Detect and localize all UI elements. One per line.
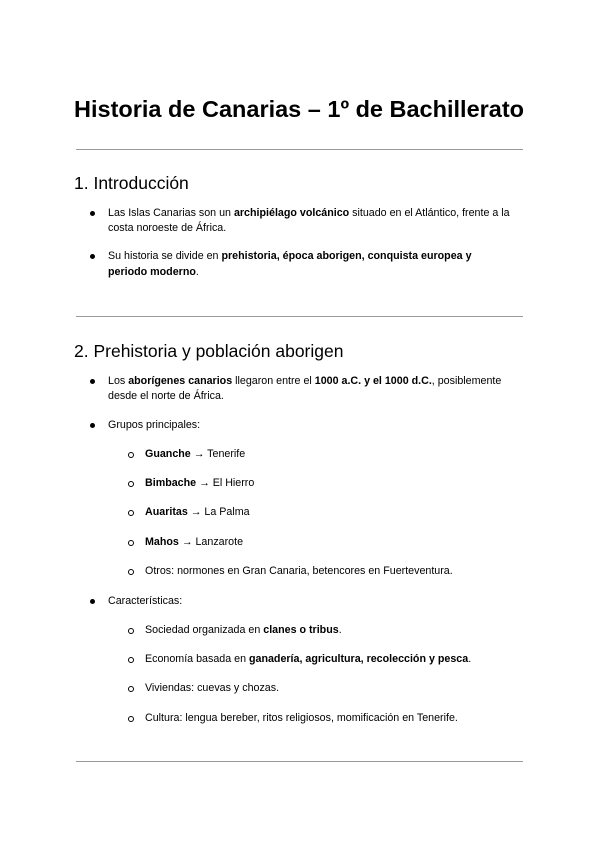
divider	[76, 761, 523, 762]
list-item	[108, 249, 472, 265]
circle-bullet-icon	[128, 686, 134, 692]
bold-text: Guanche	[145, 448, 191, 460]
text: Los	[108, 375, 129, 387]
bold-text: periodo moderno	[108, 266, 196, 278]
bullet-icon	[90, 599, 95, 604]
text: llegaron entre el	[232, 375, 315, 387]
text: Sociedad organizada en	[145, 624, 264, 636]
bold-text: ganadería, agricultura, recolección y pesca	[248, 653, 469, 665]
sub-list-item	[145, 505, 250, 521]
sub-list-item	[145, 652, 471, 668]
bullet-icon	[90, 254, 95, 259]
circle-bullet-icon	[128, 569, 134, 575]
text: → Tenerife	[190, 448, 246, 460]
list-item-continuation: desde el norte de África.	[108, 390, 224, 402]
circle-bullet-icon	[128, 716, 134, 722]
divider	[76, 316, 523, 317]
text: .	[468, 653, 472, 665]
list-item: Características:	[108, 595, 183, 607]
text: → El Hierro	[196, 477, 255, 489]
sub-list-item: Viviendas: cuevas y chozas.	[145, 682, 280, 694]
text: Su historia se divide en	[108, 250, 222, 262]
sub-list-item	[145, 535, 243, 551]
text: → La Palma	[187, 506, 250, 518]
bullet-icon	[90, 423, 95, 428]
list-item-continuation	[108, 265, 199, 281]
bold-text: aborígenes canarios	[128, 375, 233, 387]
sub-list-item	[145, 623, 342, 639]
bold-text: Mahos	[145, 536, 179, 548]
divider	[76, 149, 523, 150]
section-heading-prehistoria: 2. Prehistoria y población aborigen	[74, 341, 344, 361]
text: → Lanzarote	[178, 536, 244, 548]
list-item	[108, 374, 501, 390]
bold-text: Bimbache	[145, 477, 197, 489]
text: Las Islas Canarias son un	[108, 207, 234, 219]
text: .	[338, 624, 342, 636]
text: .	[195, 266, 199, 278]
document-title: Historia de Canarias – 1º de Bachillerato	[74, 96, 525, 122]
bullet-icon	[90, 211, 95, 216]
circle-bullet-icon	[128, 510, 134, 516]
circle-bullet-icon	[128, 540, 134, 546]
list-item: Grupos principales:	[108, 419, 201, 431]
circle-bullet-icon	[128, 481, 134, 487]
text: situado en el Atlántico, frente a la	[349, 207, 510, 219]
sub-list-item: Cultura: lengua bereber, ritos religiosos, momificación en Tenerife.	[145, 712, 458, 724]
text: Economía basada en	[145, 653, 249, 665]
bold-text: 1000 a.C. y el 1000 d.C.	[314, 375, 432, 387]
text: , posiblemente	[431, 375, 502, 387]
circle-bullet-icon	[128, 657, 134, 663]
section-heading-introduccion: 1. Introducción	[74, 173, 189, 193]
sub-list-item	[145, 447, 245, 463]
bold-text: prehistoria, época aborigen, conquista europea y	[221, 250, 472, 262]
circle-bullet-icon	[128, 628, 134, 634]
sub-list-item: Otros: normones en Gran Canaria, betencores en Fuerteventura.	[145, 565, 453, 577]
list-item	[108, 206, 510, 222]
bold-text: Auaritas	[145, 506, 188, 518]
bullet-icon	[90, 379, 95, 384]
bold-text: archipiélago volcánico	[233, 207, 350, 219]
list-item-continuation: costa noroeste de África.	[108, 222, 227, 234]
bold-text: clanes o tribus	[263, 624, 339, 636]
sub-list-item	[145, 476, 254, 492]
circle-bullet-icon	[128, 452, 134, 458]
